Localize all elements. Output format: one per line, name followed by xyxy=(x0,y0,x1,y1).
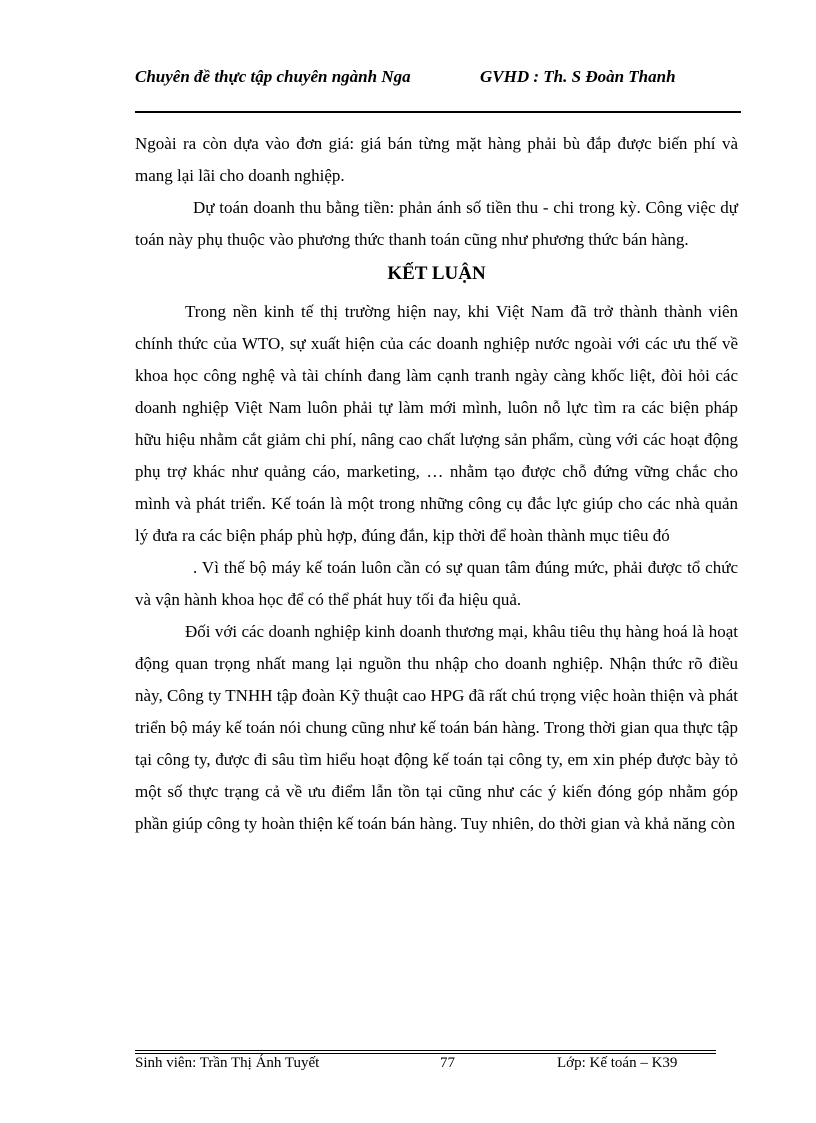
footer-class: Lớp: Kế toán – K39 xyxy=(557,1055,678,1071)
page-body xyxy=(135,128,738,840)
conclusion-heading: KẾT LUẬN xyxy=(387,263,486,284)
footer-student-name: Sinh viên: Trần Thị Ánh Tuyết xyxy=(135,1055,320,1071)
intro-paragraph-1: Ngoài ra còn dựa vào đơn giá: giá bán từng mặt hàng phải bù đắp được biến phí và mang lại lãi cho doanh nghiệp. xyxy=(135,134,738,185)
footer-divider-top xyxy=(135,1050,716,1051)
conclusion-paragraph-1: Trong nền kinh tế thị trường hiện nay, khi Việt Nam đã trở thành thành viên chính thức của WTO, sự xuất hiện của các doanh nghiệp nước ngoài với các ưu thế về khoa học công nghệ và tài chính đang làm cạnh tranh ngày càng khốc liệt, đòi hỏi các doanh nghiệp Việt Nam luôn phải tự làm mới mình, luôn nỗ lực tìm ra các biện pháp hữu hiệu nhằm cắt giảm chi phí, nâng cao chất lượng sản phẩm, cùng với các hoạt động phụ trợ khác như quảng cáo, marketing, … nhằm tạo được chỗ đứng vững chắc cho mình và phát triển. Kế toán là một trong những công cụ đắc lực giúp cho các nhà quản lý đưa ra các biện pháp phù hợp, đúng đắn, kịp thời để hoàn thành mục tiêu đó xyxy=(135,302,738,545)
conclusion-paragraph-3: Đối với các doanh nghiệp kinh doanh thương mại, khâu tiêu thụ hàng hoá là hoạt động quan trọng nhất mang lại nguồn thu nhập cho doanh nghiệp. Nhận thức rõ điều này, Công ty TNHH tập đoàn Kỹ thuật cao HPG đã rất chú trọng việc hoàn thiện và phát triển bộ máy kế toán nói chung cũng như kế toán bán hàng. Trong thời gian qua thực tập tại công ty, được đi sâu tìm hiểu hoạt động kế toán tại công ty, em xin phép được bày tỏ một số thực trạng cả về ưu điểm lẫn tồn tại cũng như các ý kiến đóng góp nhằm góp phần giúp công ty hoàn thiện kế toán bán hàng. Tuy nhiên, do thời gian và khả năng còn xyxy=(135,622,738,833)
header-document-title: Chuyên đề thực tập chuyên ngành Nga xyxy=(135,67,411,86)
footer-divider-bottom xyxy=(135,1053,716,1054)
footer-page-number: 77 xyxy=(440,1055,455,1071)
intro-paragraph-2: Dự toán doanh thu bằng tiền: phản ánh số tiền thu - chi trong kỳ. Công việc dự toán này phụ thuộc vào phương thức thanh toán cũng như phương thức bán hàng. xyxy=(135,198,738,249)
page-header xyxy=(135,66,741,113)
conclusion-paragraph-2: . Vì thế bộ máy kế toán luôn cần có sự quan tâm đúng mức, phải được tổ chức và vận hành khoa học để có thể phát huy tối đa hiệu quả. xyxy=(135,558,738,609)
header-supervisor: GVHD : Th. S Đoàn Thanh xyxy=(480,67,676,86)
